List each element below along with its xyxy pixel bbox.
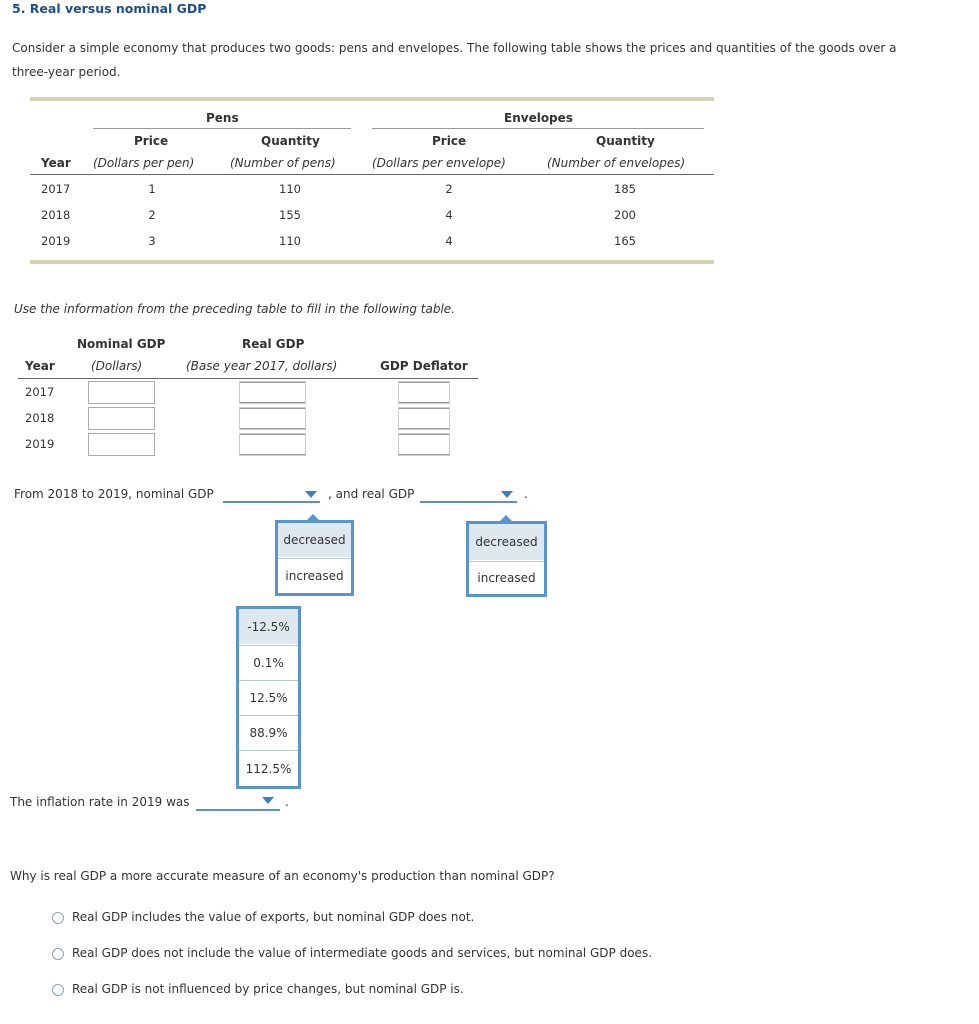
question-intro: Consider a simple economy that produces two goods: pens and envelopes. The following table shows the prices and quantities of the goods over a three-year period. — [12, 41, 897, 79]
pen-price: 3 — [148, 234, 156, 248]
envelope-price: 2 — [445, 182, 453, 196]
header-bottom-rule — [30, 174, 714, 175]
accuracy-question: Why is real GDP a more accurate measure of an economy's production than nominal GDP? — [10, 869, 555, 883]
envelopes-group-rule — [372, 128, 704, 129]
inflation-prompt: The inflation rate in 2019 was — [10, 795, 190, 809]
envelope-price: 4 — [445, 208, 453, 222]
real-gdp-header: Real GDP — [242, 337, 305, 351]
radio-option-2[interactable] — [52, 948, 64, 960]
envelopes-price-unit: (Dollars per envelope) — [372, 156, 506, 170]
year-header: Year — [41, 156, 71, 170]
real-gdp-unit: (Base year 2017, dollars) — [186, 359, 338, 373]
inflation-period: . — [285, 795, 289, 809]
pen-price: 1 — [148, 182, 156, 196]
nominal-change-prompt: From 2018 to 2019, nominal GDP — [14, 487, 214, 501]
fill-instruction: Use the information from the preceding table to fill in the following table. — [14, 302, 455, 316]
pen-price: 2 — [148, 208, 156, 222]
inflation-option[interactable]: 88.9% — [239, 715, 298, 750]
gdp-deflator-2017-input[interactable] — [398, 381, 450, 404]
inflation-option[interactable]: 112.5% — [239, 750, 298, 786]
inflation-option[interactable]: 0.1% — [239, 645, 298, 680]
nominal-gdp-2017-input[interactable] — [88, 381, 155, 404]
pens-quantity-unit: (Number of pens) — [230, 156, 336, 170]
answer-option-label[interactable]: Real GDP includes the value of exports, but nominal GDP does not. — [72, 910, 475, 924]
pens-price-unit: (Dollars per pen) — [93, 156, 195, 170]
row-year: 2018 — [41, 208, 71, 222]
nominal-gdp-unit: (Dollars) — [91, 359, 143, 373]
pens-price-header: Price — [134, 134, 169, 148]
answer-option-label[interactable]: Real GDP is not influenced by price changes, but nominal GDP is. — [72, 982, 464, 996]
inflation-options-menu — [236, 606, 301, 789]
real-gdp-2017-input[interactable] — [239, 381, 306, 404]
gdp-row-year: 2018 — [25, 411, 55, 425]
pens-quantity-header: Quantity — [261, 134, 320, 148]
envelope-quantity: 200 — [614, 208, 636, 222]
gdp-deflator-2018-input[interactable] — [398, 407, 450, 430]
group-header-pens: Pens — [206, 111, 239, 125]
group-header-envelopes: Envelopes — [504, 111, 573, 125]
chevron-down-icon[interactable] — [305, 491, 317, 498]
radio-option-1[interactable] — [52, 912, 64, 924]
chevron-down-icon[interactable] — [262, 797, 274, 804]
nominal-dropdown-line[interactable] — [223, 501, 320, 503]
real-gdp-2018-input[interactable] — [239, 407, 306, 430]
envelope-quantity: 185 — [614, 182, 636, 196]
nominal-option-decreased[interactable]: decreased — [278, 523, 351, 557]
row-year: 2019 — [41, 234, 71, 248]
envelopes-quantity-header: Quantity — [596, 134, 655, 148]
real-change-prompt: , and real GDP — [328, 487, 415, 501]
chevron-down-icon[interactable] — [501, 491, 513, 498]
envelope-price: 4 — [445, 234, 453, 248]
pens-group-rule — [93, 128, 351, 129]
envelopes-quantity-unit: (Number of envelopes) — [547, 156, 686, 170]
real-option-increased[interactable]: increased — [469, 561, 544, 594]
envelope-quantity: 165 — [614, 234, 636, 248]
table-top-border — [30, 97, 714, 101]
pen-quantity: 110 — [279, 234, 301, 248]
inflation-option[interactable]: -12.5% — [239, 609, 298, 644]
real-option-decreased[interactable]: decreased — [469, 524, 544, 560]
inflation-option[interactable]: 12.5% — [239, 680, 298, 715]
nominal-gdp-2018-input[interactable] — [88, 407, 155, 430]
pen-quantity: 155 — [279, 208, 301, 222]
nominal-gdp-header: Nominal GDP — [77, 337, 166, 351]
nominal-gdp-2019-input[interactable] — [88, 433, 155, 456]
table-bottom-border — [30, 260, 714, 264]
gdp-year-header: Year — [25, 359, 55, 373]
gdp-deflator-2019-input[interactable] — [398, 433, 450, 456]
gdp-header-rule — [18, 378, 478, 379]
real-dropdown-line[interactable] — [420, 501, 517, 503]
nominal-options-menu — [275, 520, 354, 596]
envelopes-price-header: Price — [432, 134, 467, 148]
question-title: 5. Real versus nominal GDP — [12, 1, 207, 16]
radio-option-3[interactable] — [52, 984, 64, 996]
sentence-period: . — [524, 487, 528, 501]
gdp-row-year: 2017 — [25, 385, 55, 399]
nominal-option-increased[interactable]: increased — [278, 558, 351, 593]
gdp-row-year: 2019 — [25, 437, 55, 451]
row-year: 2017 — [41, 182, 71, 196]
real-options-menu — [466, 521, 547, 597]
inflation-dropdown-line[interactable] — [196, 809, 280, 811]
gdp-deflator-header: GDP Deflator — [380, 359, 468, 373]
answer-option-label[interactable]: Real GDP does not include the value of intermediate goods and services, but nominal GDP does. — [72, 946, 653, 960]
pen-quantity: 110 — [279, 182, 301, 196]
real-gdp-2019-input[interactable] — [239, 433, 306, 456]
